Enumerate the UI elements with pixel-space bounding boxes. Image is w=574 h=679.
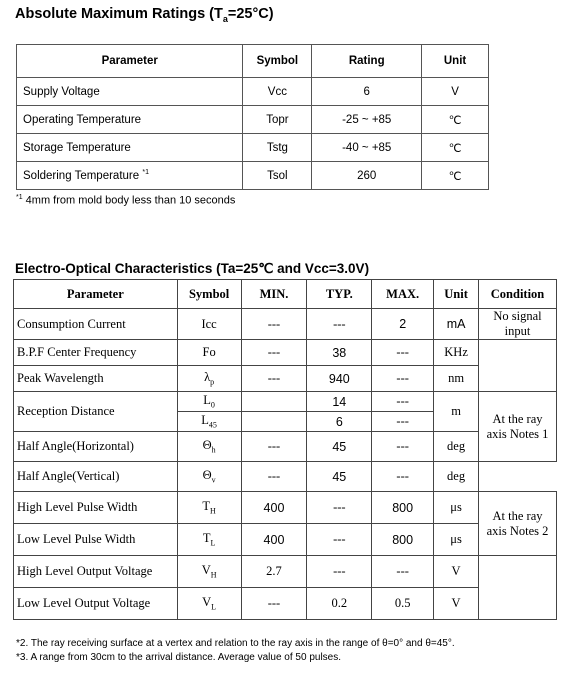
cell-condition-empty: [479, 556, 557, 620]
electro-optical-table: [13, 279, 557, 620]
cell-symbol: Vcc: [243, 78, 312, 106]
cell-max: 0.5: [372, 588, 434, 620]
symbol-subscript: L: [210, 538, 216, 548]
cell-min: [241, 392, 307, 412]
symbol-subscript: p: [210, 377, 215, 387]
note-2: *2. The ray receiving surface at a vertex and relation to the ray axis in the range of θ=0° and θ=45°.: [16, 638, 455, 649]
cell-typ: 45: [307, 432, 372, 462]
cell-unit: deg: [434, 462, 479, 492]
cell-min: 400: [241, 492, 307, 524]
cell-max: ---: [372, 556, 434, 588]
header-max: MAX.: [372, 280, 434, 309]
table-header-row: [14, 280, 557, 309]
table-row: [17, 134, 489, 162]
cell-unit: V: [434, 556, 479, 588]
header-parameter: Parameter: [14, 280, 178, 309]
cell-symbol: [177, 392, 241, 412]
cell-symbol: [177, 432, 241, 462]
table-row: [14, 366, 557, 392]
cell-rating: -40 ~ +85: [312, 134, 422, 162]
cell-min: 400: [241, 524, 307, 556]
cell-symbol: [177, 492, 241, 524]
table-row: [14, 462, 557, 492]
cell-parameter: Half Angle(Vertical): [14, 462, 178, 492]
cell-typ: 38: [307, 340, 372, 366]
symbol-text: T: [202, 531, 211, 546]
cell-symbol: Icc: [177, 309, 241, 340]
cell-parameter: High Level Output Voltage: [14, 556, 178, 588]
cell-max: 800: [372, 524, 434, 556]
cell-condition: At the ray axis Notes 1: [479, 392, 557, 462]
cell-unit: μs: [434, 492, 479, 524]
symbol-text: Θ: [202, 438, 212, 453]
cell-symbol: Tsol: [243, 162, 312, 190]
header-unit: Unit: [434, 280, 479, 309]
table-row: [14, 340, 557, 366]
table-row: [17, 106, 489, 134]
footnote-mark: *1: [16, 194, 23, 201]
symbol-text: L: [201, 413, 209, 428]
table-row: [17, 162, 489, 190]
cell-rating: -25 ~ +85: [312, 106, 422, 134]
cell-min: ---: [241, 588, 307, 620]
cell-parameter: Low Level Output Voltage: [14, 588, 178, 620]
symbol-text: V: [201, 563, 211, 578]
symbol-text: λ: [204, 370, 211, 385]
symbol-text: V: [202, 595, 212, 610]
cell-unit: nm: [434, 366, 479, 392]
cell-unit: KHz: [434, 340, 479, 366]
cell-parameter: [17, 162, 243, 190]
cell-max: ---: [372, 392, 434, 412]
header-typ: TYP.: [307, 280, 372, 309]
symbol-text: Θ: [202, 468, 212, 483]
cell-parameter: B.P.F Center Frequency: [14, 340, 178, 366]
cell-unit: ℃: [422, 134, 489, 162]
cell-typ: ---: [307, 492, 372, 524]
title-text-end: =25°C): [227, 6, 274, 22]
cell-typ: ---: [307, 309, 372, 340]
cell-max: ---: [372, 412, 434, 432]
symbol-subscript: v: [211, 475, 216, 485]
cell-min: [241, 412, 307, 432]
table-row: [14, 309, 557, 340]
cell-min: ---: [241, 462, 307, 492]
header-symbol: Symbol: [177, 280, 241, 309]
symbol-text: L: [203, 393, 211, 408]
table-row: [14, 392, 557, 412]
cell-symbol: Fo: [177, 340, 241, 366]
cell-unit: ℃: [422, 162, 489, 190]
header-min: MIN.: [241, 280, 307, 309]
cell-condition: At the ray axis Notes 2: [479, 492, 557, 556]
symbol-subscript: L: [211, 602, 217, 612]
section-title-absolute-max-ratings: [15, 6, 274, 24]
cell-condition: No signal input: [479, 309, 557, 340]
cell-min: ---: [241, 340, 307, 366]
cell-typ: 0.2: [307, 588, 372, 620]
cell-symbol: [177, 556, 241, 588]
cell-typ: ---: [307, 524, 372, 556]
cell-parameter: Peak Wavelength: [14, 366, 178, 392]
section-title-electro-optical: Electro-Optical Characteristics (Ta=25℃ and Vcc=3.0V): [15, 261, 370, 276]
table-row: [14, 432, 557, 462]
cell-unit: μs: [434, 524, 479, 556]
cell-typ: 940: [307, 366, 372, 392]
cell-min: ---: [241, 366, 307, 392]
footnote-1: [16, 194, 235, 207]
cell-typ: ---: [307, 556, 372, 588]
cell-unit: V: [422, 78, 489, 106]
table-row: [14, 588, 557, 620]
cell-unit: m: [434, 392, 479, 432]
cell-max: ---: [372, 366, 434, 392]
header-condition: Condition: [479, 280, 557, 309]
cell-symbol: Topr: [243, 106, 312, 134]
cell-max: 2: [372, 309, 434, 340]
cell-parameter: High Level Pulse Width: [14, 492, 178, 524]
table-row: [14, 556, 557, 588]
symbol-subscript: 0: [210, 400, 215, 410]
cell-symbol: [177, 412, 241, 432]
cell-typ: 45: [307, 462, 372, 492]
header-symbol: Symbol: [243, 45, 312, 78]
cell-max: ---: [372, 340, 434, 366]
symbol-subscript: H: [210, 506, 216, 516]
symbol-subscript: H: [210, 570, 217, 580]
cell-condition-empty: [479, 340, 557, 392]
cell-max: 800: [372, 492, 434, 524]
cell-typ: 6: [307, 412, 372, 432]
cell-unit: deg: [434, 432, 479, 462]
symbol-text: T: [202, 499, 211, 514]
cell-min: 2.7: [241, 556, 307, 588]
cell-max: ---: [372, 432, 434, 462]
cell-typ: 14: [307, 392, 372, 412]
note-3: *3. A range from 30cm to the arrival distance. Average value of 50 pulses.: [16, 652, 342, 663]
cell-parameter: Supply Voltage: [17, 78, 243, 106]
table-row: [17, 78, 489, 106]
footnote-marker: *1: [142, 169, 149, 177]
cell-unit: V: [434, 588, 479, 620]
header-parameter: Parameter: [17, 45, 243, 78]
cell-symbol: [177, 462, 241, 492]
cell-unit: mA: [434, 309, 479, 340]
footnote-text: 4mm from mold body less than 10 seconds: [22, 194, 236, 207]
parameter-text: Soldering Temperature: [23, 169, 140, 182]
cell-symbol: Tstg: [243, 134, 312, 162]
cell-min: ---: [241, 309, 307, 340]
cell-rating: 260: [312, 162, 422, 190]
cell-symbol: [177, 524, 241, 556]
cell-parameter: Reception Distance: [14, 392, 178, 432]
header-rating: Rating: [312, 45, 422, 78]
title-text: Absolute Maximum Ratings (T: [15, 6, 223, 22]
cell-parameter: Consumption Current: [14, 309, 178, 340]
cell-parameter: Storage Temperature: [17, 134, 243, 162]
cell-min: ---: [241, 432, 307, 462]
absolute-max-ratings-table: [16, 44, 489, 190]
header-unit: Unit: [422, 45, 489, 78]
cell-symbol: [177, 366, 241, 392]
table-row: [14, 492, 557, 524]
cell-symbol: [177, 588, 241, 620]
cell-max: ---: [372, 462, 434, 492]
title-subscript: a: [222, 13, 228, 24]
cell-parameter: Low Level Pulse Width: [14, 524, 178, 556]
cell-unit: ℃: [422, 106, 489, 134]
symbol-subscript: 45: [208, 420, 217, 430]
cell-parameter: Operating Temperature: [17, 106, 243, 134]
cell-rating: 6: [312, 78, 422, 106]
cell-parameter: Half Angle(Horizontal): [14, 432, 178, 462]
symbol-subscript: h: [211, 445, 216, 455]
table-row: [14, 524, 557, 556]
table-header-row: [17, 45, 489, 78]
